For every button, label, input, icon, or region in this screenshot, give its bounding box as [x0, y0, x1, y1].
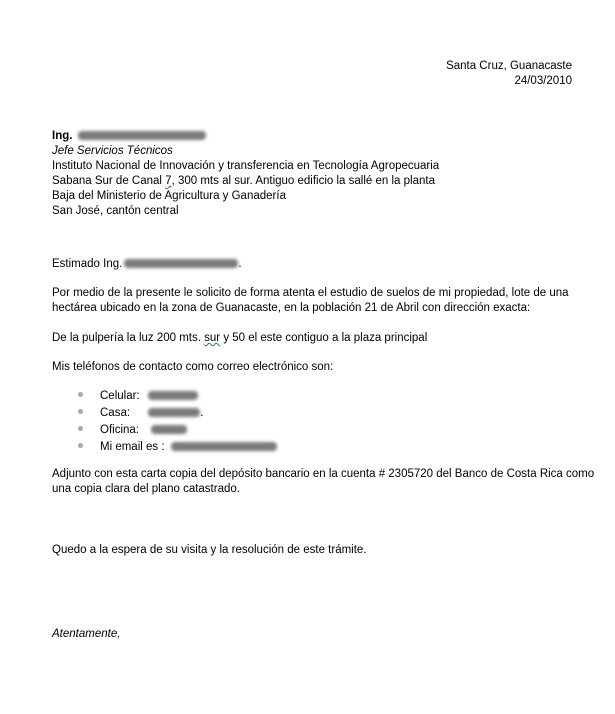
address-1-part-a: Sabana Sur de Canal — [52, 175, 166, 187]
paragraph-address — [52, 331, 427, 346]
list-item: Casa: . — [78, 406, 277, 423]
greeting-suffix: . — [238, 258, 242, 270]
paragraph-contacts-intro: Mis teléfonos de contacto como correo electrónico son: — [52, 361, 334, 373]
paragraph-request-line-2: hectárea ubicado en la zona de Guanacaste, en la población 21 de Abril con dirección exacta: — [52, 302, 531, 314]
contact-label: Casa: — [100, 407, 131, 419]
bullet-icon — [78, 409, 83, 414]
recipient-block — [52, 129, 439, 219]
paragraph-attachment — [52, 467, 594, 497]
redacted-email — [171, 442, 277, 451]
bullet-icon — [78, 443, 83, 448]
address-sur: sur — [204, 332, 221, 344]
bullet-icon — [78, 426, 83, 431]
recipient-address-3: San José, cantón central — [52, 205, 179, 217]
greeting-line — [52, 257, 242, 272]
contact-label: Oficina: — [100, 424, 139, 436]
paragraph-attachment-line-2: una copia clara del plano catastrado. — [52, 483, 240, 495]
list-item — [78, 389, 277, 406]
recipient-institution: Instituto Nacional de Innovación y transferencia en Tecnología Agropecuaria — [52, 160, 440, 172]
redacted-recipient-name — [78, 131, 206, 140]
contact-label: Mi email es : — [100, 441, 165, 453]
redacted-phone-home — [148, 408, 200, 417]
date-line: 24/03/2010 — [514, 75, 572, 87]
list-item — [78, 440, 277, 457]
paragraph-attachment-line-1: Adjunto con esta carta copia del depósito bancario en la cuenta # 2305720 del Banco de Costa Rica como — [52, 468, 595, 480]
recipient-address-1 — [52, 174, 439, 189]
address-part-b: y 50 el este contiguo a la plaza principal — [220, 332, 428, 344]
list-item — [78, 423, 277, 440]
greeting-prefix: Estimado Ing. — [52, 258, 123, 270]
recipient-name-line — [52, 129, 439, 144]
place-date-block — [446, 59, 572, 89]
address-part-a: De la pulpería la luz 200 mts. — [52, 332, 205, 344]
paragraph-waiting: Quedo a la espera de su visita y la resolución de este trámite. — [52, 544, 367, 556]
recipient-address-2: Baja del Ministerio de Agricultura y Ganadería — [52, 190, 286, 202]
redacted-phone-mobile — [148, 391, 198, 400]
address-1-part-b: , 300 mts al sur. Antiguo edificio la sallé en la planta — [171, 175, 435, 187]
paragraph-request-line-1: Por medio de la presente le solicito de forma atenta el estudio de suelos de mi propiedad, lote de una — [52, 287, 569, 299]
contact-list — [78, 389, 277, 457]
closing-line: Atentamente, — [52, 628, 121, 640]
redacted-greeting-name — [124, 259, 238, 268]
recipient-title: Jefe Servicios Técnicos — [52, 145, 173, 157]
bullet-icon — [78, 392, 83, 397]
place-line: Santa Cruz, Guanacaste — [446, 60, 572, 72]
paragraph-request — [52, 286, 569, 316]
address-1-number: 7 — [165, 175, 172, 187]
contact-label: Celular: — [100, 390, 140, 402]
redacted-phone-office — [151, 425, 187, 434]
recipient-prefix: Ing. — [52, 130, 73, 142]
